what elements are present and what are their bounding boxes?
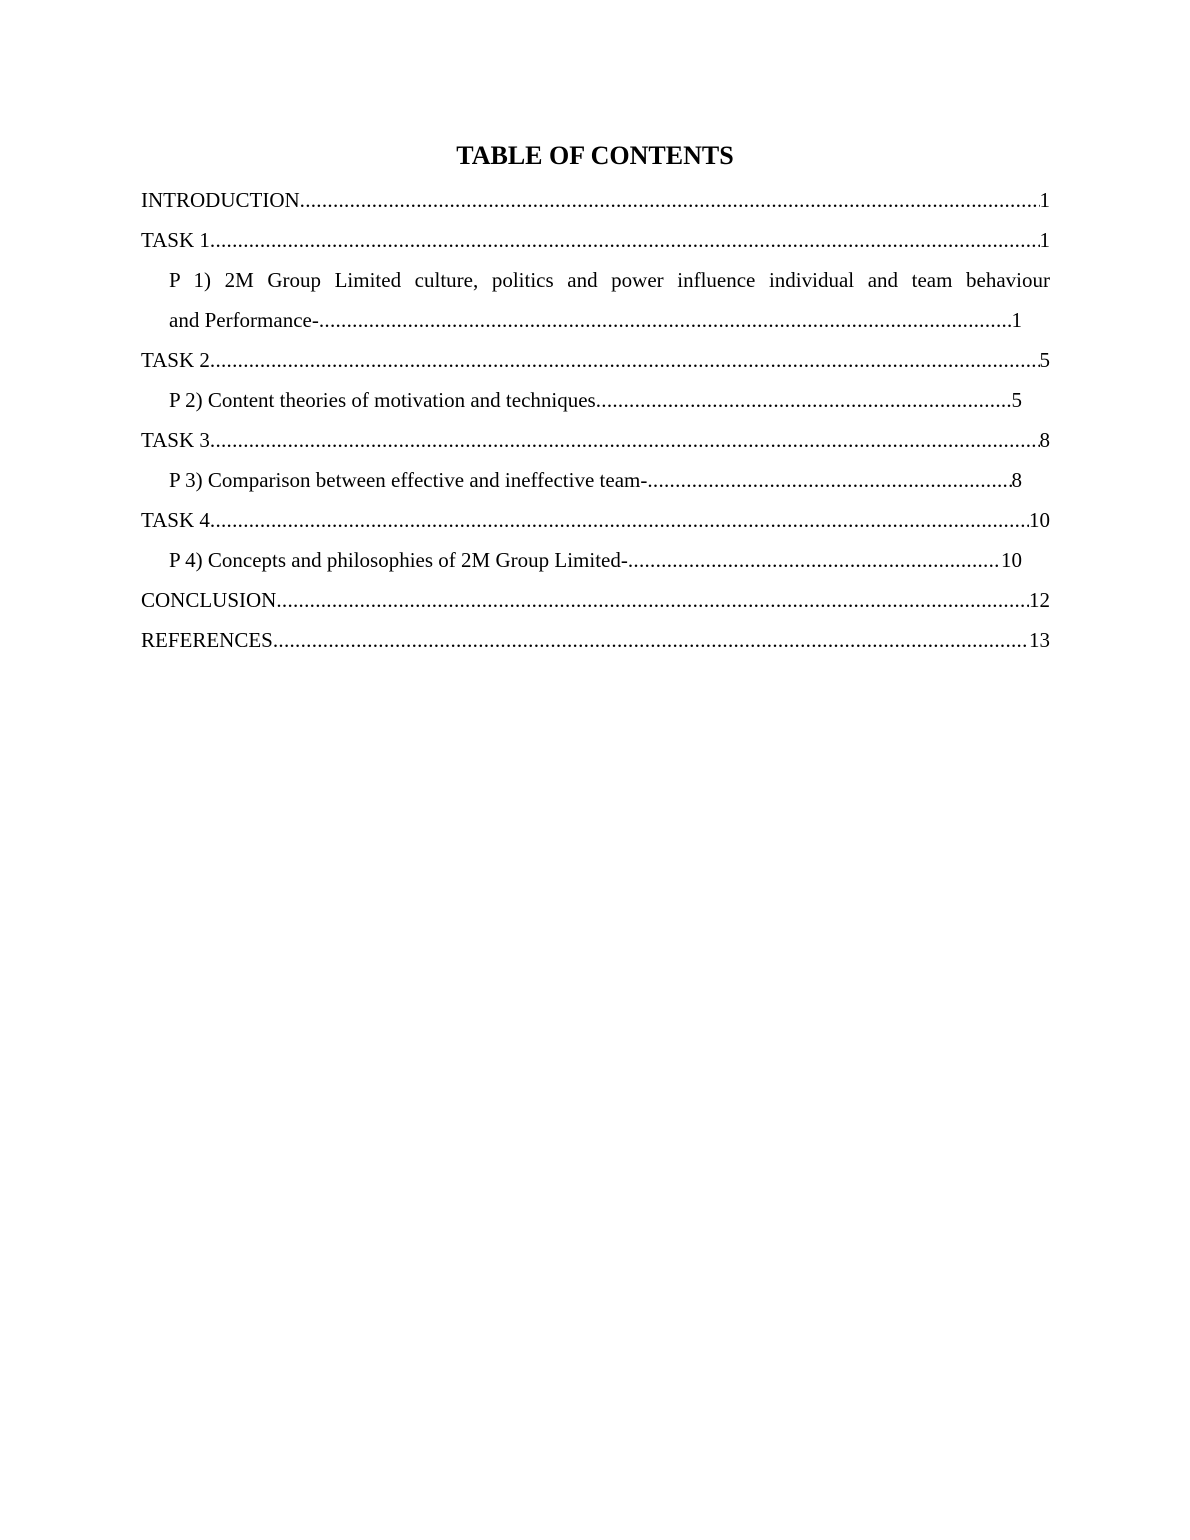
toc-page-number: 8 [1011, 468, 1022, 492]
toc-page-number: 10 [1001, 548, 1022, 572]
toc-entry-label: TASK 2 [141, 348, 210, 372]
toc-entry-label: P 3) Comparison between effective and ineffective team- [169, 468, 648, 492]
toc-entry-label-line-2-row [169, 306, 1022, 346]
toc-dot-leader [210, 506, 1029, 534]
toc-title: TABLE OF CONTENTS [456, 141, 734, 170]
toc-page-number: 1 [1039, 228, 1050, 252]
toc-dot-leader [300, 186, 1040, 214]
toc-entry-label-line-2: and Performance- [169, 308, 319, 332]
toc-entry-p2[interactable] [169, 386, 1022, 426]
toc-entry-label: REFERENCES [141, 628, 273, 652]
toc-entry-label: TASK 4 [141, 508, 210, 532]
toc-entry-task-3[interactable] [141, 426, 1050, 466]
toc-page-number: 5 [1039, 348, 1050, 372]
toc-page-number: 1 [1039, 188, 1050, 212]
toc-page-number: 8 [1039, 428, 1050, 452]
toc-dot-leader [276, 586, 1029, 614]
toc-entry-label-line-1: P 1) 2M Group Limited culture, politics and power influence individual and team behaviour [169, 268, 1050, 292]
toc-entry-p3[interactable] [169, 466, 1022, 506]
toc-list [141, 186, 1050, 666]
toc-page-number: 1 [1011, 308, 1022, 332]
toc-entry-label: TASK 1 [141, 228, 210, 252]
toc-entry-task-4[interactable] [141, 506, 1050, 546]
toc-entry-introduction[interactable] [141, 186, 1050, 226]
toc-page-number: 12 [1029, 588, 1050, 612]
toc-dot-leader [647, 466, 1011, 494]
toc-entry-label: TASK 3 [141, 428, 210, 452]
toc-page-number: 10 [1029, 508, 1050, 532]
toc-dot-leader [273, 626, 1029, 654]
toc-entry-label: P 4) Concepts and philosophies of 2M Group Limited- [169, 548, 628, 572]
toc-entry-task-1[interactable] [141, 226, 1050, 266]
toc-dot-leader [210, 226, 1040, 254]
toc-dot-leader [210, 426, 1040, 454]
toc-dot-leader [319, 306, 1012, 334]
toc-dot-leader [596, 386, 1012, 414]
toc-page-number: 13 [1029, 628, 1050, 652]
toc-entry-label: INTRODUCTION [141, 188, 300, 212]
toc-dot-leader [210, 346, 1040, 374]
toc-entry-task-2[interactable] [141, 346, 1050, 386]
toc-entry-conclusion[interactable] [141, 586, 1050, 626]
toc-entry-references[interactable] [141, 626, 1050, 666]
toc-page-number: 5 [1011, 388, 1022, 412]
toc-dot-leader [628, 546, 1001, 574]
toc-entry-label: P 2) Content theories of motivation and techniques [169, 388, 596, 412]
toc-entry-p4[interactable] [169, 546, 1022, 586]
toc-entry-p1[interactable] [169, 266, 1050, 346]
toc-entry-label: CONCLUSION [141, 588, 277, 612]
